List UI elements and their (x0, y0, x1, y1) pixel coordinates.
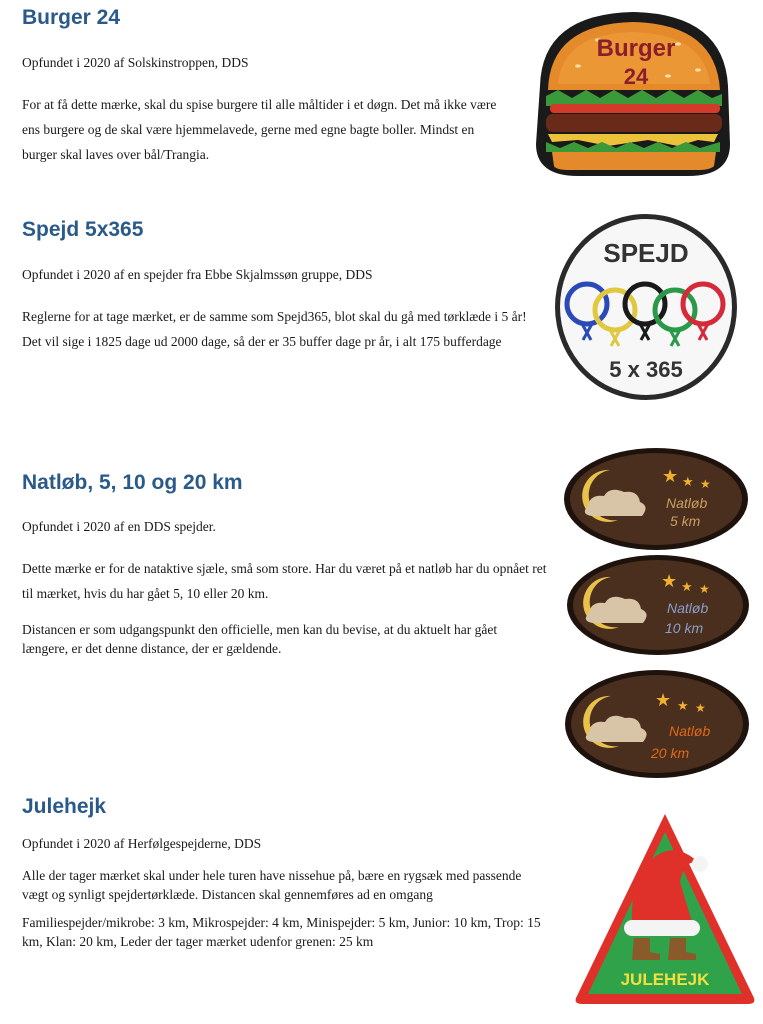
badge-label-text: Natløb (669, 723, 711, 739)
badge-distance-text: 10 km (665, 620, 704, 636)
star-icon: ★ (655, 690, 672, 710)
star-icon: ★ (661, 571, 678, 591)
badge-label-text: Natløb (666, 495, 708, 511)
natlob-20km-badge (563, 668, 751, 780)
description-text: Distancen er som udgangspunkt den officielle, men kan du bevise, at du aktuelt har gået længere, er det denne distance, der er gældende. (22, 622, 498, 656)
section-title-julehejk: Julehejk (22, 795, 107, 818)
origin-text: Opfundet i 2020 af en spejder fra Ebbe Skjalmssøn gruppe, DDS (22, 267, 373, 282)
star-icon: ★ (695, 701, 706, 715)
natlob-5km-badge (562, 446, 750, 552)
badge-label-text: JULEHEJK (620, 970, 710, 989)
section-title-burger-24: Burger 24 (22, 6, 121, 29)
origin-text: Opfundet i 2020 af en DDS spejder. (22, 519, 216, 534)
julehejk-badge (572, 810, 758, 1006)
origin-text: Opfundet i 2020 af Herfølgespejderne, DDS (22, 836, 262, 851)
star-icon: ★ (681, 579, 693, 594)
badge-label-text: Natløb (667, 600, 709, 616)
star-icon: ★ (700, 477, 711, 491)
star-icon: ★ (699, 582, 710, 596)
badge-bottom-text: 5 x 365 (609, 357, 683, 382)
star-icon: ★ (677, 698, 689, 713)
badge-title-text: Burger (596, 35, 676, 62)
section-title-natlob: Natløb, 5, 10 og 20 km (22, 471, 243, 494)
natlob-10km-badge (565, 553, 751, 657)
section-title-spejd-5x365: Spejd 5x365 (22, 218, 144, 241)
description-text: For at få dette mærke, skal du spise burgere til alle måltider i et døgn. Det må ikke være ens burgere og de skal være hjemmelavede, gerne med egne bagte boller. Mindst en burger skal laves over bål/Trangia. (22, 97, 497, 162)
description-text: Dette mærke er for de nataktive sjæle, små som store. Har du været på et natløb har du opnået ret til mærket, hvis du har gået 5, 10 eller 20 km. (22, 561, 547, 601)
description-text: Alle der tager mærket skal under hele turen have nissehue på, bære en rygsæk med passende vægt og synligt spejdertørklæde. Distancen skal gennemføres ad en omgang (22, 868, 522, 902)
badge-distance-text: 20 km (651, 745, 690, 761)
star-icon: ★ (682, 474, 694, 489)
badge-top-text: SPEJD (603, 238, 689, 268)
spejd-5x365-badge (553, 212, 739, 402)
description-text: Reglerne for at tage mærket, er de samme som Spejd365, blot skal du gå med tørklæde i 5 år! Det vil sige i 1825 dage ud 2000 dage, så der er 35 buffer dage pr år, i alt 175 bufferdage (22, 309, 527, 349)
origin-text: Opfundet i 2020 af Solskinstroppen, DDS (22, 55, 249, 70)
description-text: Familiespejder/mikrobe: 3 km, Mikrospejder: 4 km, Minispejder: 5 km, Junior: 10 km, Trop: 15 km, Klan: 20 km, Leder der tager mærket udenfor grenen: 25 km (22, 915, 541, 949)
star-icon: ★ (662, 466, 679, 486)
badge-number-text: 24 (623, 64, 649, 89)
burger-24-badge (528, 10, 738, 182)
badge-distance-text: 5 km (670, 513, 701, 529)
